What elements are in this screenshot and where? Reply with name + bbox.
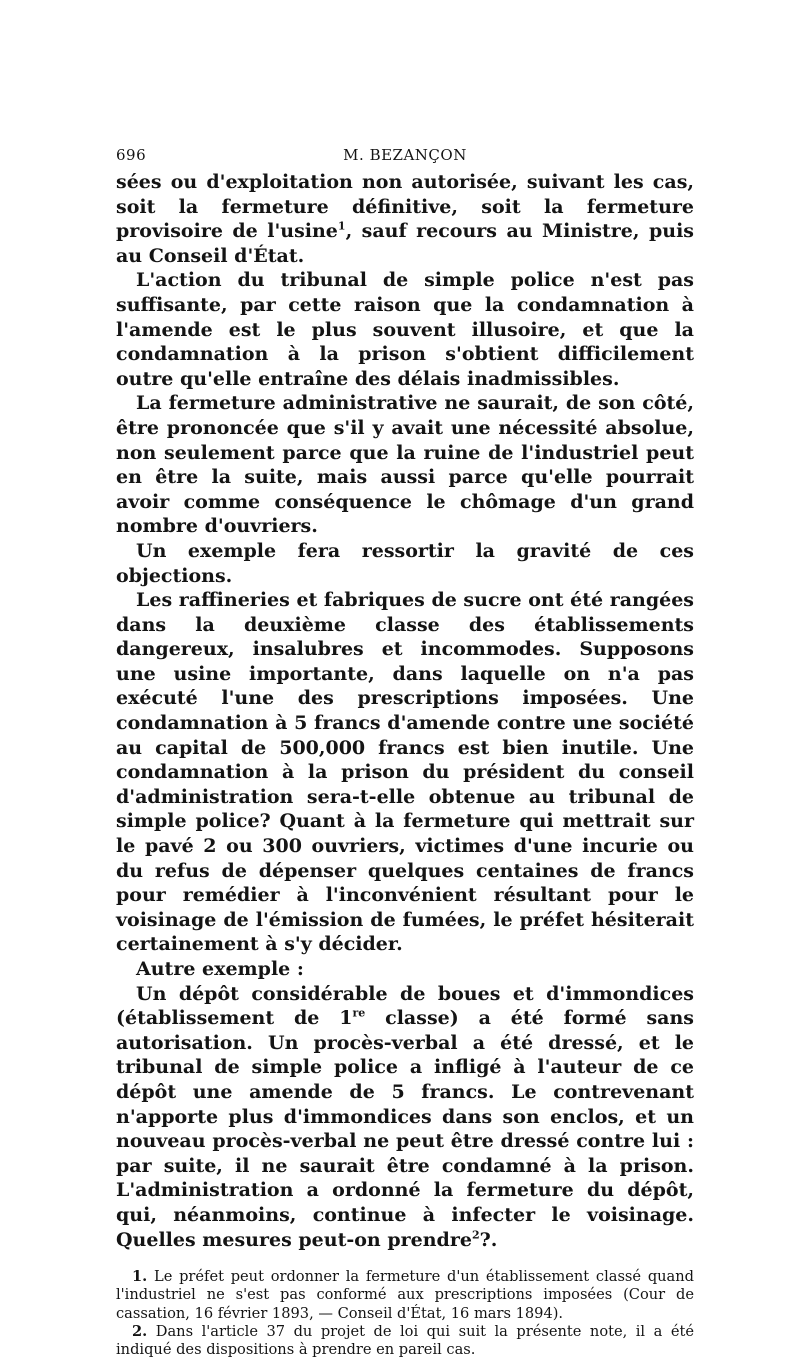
footnote-1-number: 1. bbox=[132, 1268, 148, 1286]
footnote-1 bbox=[116, 1268, 694, 1323]
footnotes bbox=[116, 1268, 694, 1359]
ordinal-suffix: re bbox=[352, 1006, 366, 1020]
footnote-1-text: Le préfet peut ordonner la fermeture d'un établissement classé quand l'industriel ne s'est pas conformé aux prescriptions imposées (Cour de cassation, 16 février 1893, — Conseil d'État, 16 mars 1894). bbox=[116, 1268, 694, 1322]
paragraph-1-end: , sauf recours au Ministre, puis au Conseil d'État. bbox=[116, 220, 694, 267]
footnote-2-text: Dans l'article 37 du projet de loi qui suit la présente note, il a été indiqué des dispositions à prendre en pareil cas. bbox=[116, 1322, 694, 1358]
paragraph-4: Un exemple fera ressortir la gravité de ces objections. bbox=[116, 539, 694, 587]
paragraph-2: L'action du tribunal de simple police n'est pas suffisante, par cette raison que la condamnation à l'amende est le plus souvent illusoire, et que la condamnation à la prison s'obtient difficilement outre qu'elle entraîne des délais inadmissibles. bbox=[116, 269, 694, 390]
footnote-ref-2: 2 bbox=[471, 1228, 480, 1242]
paragraph-7-start: Un dépôt considérable de boues et d'immondices (établissement de 1 bbox=[116, 982, 694, 1030]
footnote-2-number: 2. bbox=[132, 1322, 148, 1340]
paragraph-1-text: sées ou d'exploitation non autorisée, suivant les cas, soit la fermeture définitive, soit la fermeture provisoire de l'usine bbox=[116, 171, 694, 243]
paragraph-1 bbox=[116, 170, 694, 268]
body-text bbox=[116, 170, 694, 1252]
paragraph-7-middle: classe) a été formé sans autorisation. Un procès-verbal a été dressé, et le tribunal de simple police a infligé à l'auteur de ce dépôt une amende de 5 francs. Le contrevenant n'apporte plus d'immondices dans son enclos, et un nouveau procès-verbal ne peut être dressé contre lui : par suite, il ne saurait être condamné à la prison. L'administration a ordonné la fermeture du dépôt, qui, néanmoins, continue à infecter le voisinage. Quelles mesures peut-on prendre bbox=[116, 1007, 694, 1251]
page-number: 696 bbox=[116, 146, 147, 164]
footnote-ref-1: 1 bbox=[337, 219, 346, 233]
paragraph-6: Autre exemple : bbox=[136, 958, 304, 980]
book-page bbox=[116, 142, 694, 1359]
page-header bbox=[116, 142, 694, 170]
running-title: M. BEZANÇON bbox=[343, 146, 467, 164]
paragraph-3: La fermeture administrative ne saurait, de son côté, être prononcée que s'il y avait une nécessité absolue, non seulement parce que la ruine de l'industriel peut en être la suite, mais aussi parce qu'elle pourrait avoir comme conséquence le chômage d'un grand nombre d'ouvriers. bbox=[116, 392, 694, 538]
paragraph-5: Les raffineries et fabriques de sucre ont été rangées dans la deuxième classe des établissements dangereux, insalubres et incommodes. Supposons une usine importante, dans laquelle on n'a pas exécuté l'une des prescriptions imposées. Une condamnation à 5 francs d'amende contre une société au capital de 500,000 francs est bien inutile. Une condamnation à la prison du président du conseil d'administration sera-t-elle obtenue au tribunal de simple police? Quant à la fermeture qui mettrait sur le pavé 2 ou 300 ouvriers, victimes d'une incurie ou du refus de dépenser quelques centaines de francs pour remédier à l'inconvénient résultant pour le voisinage de l'émission de fumées, le préfet hésiterait certainement à s'y décider. bbox=[116, 589, 694, 956]
paragraph-7 bbox=[116, 982, 694, 1253]
footnote-2 bbox=[116, 1323, 694, 1359]
paragraph-7-end: ?. bbox=[479, 1228, 498, 1251]
